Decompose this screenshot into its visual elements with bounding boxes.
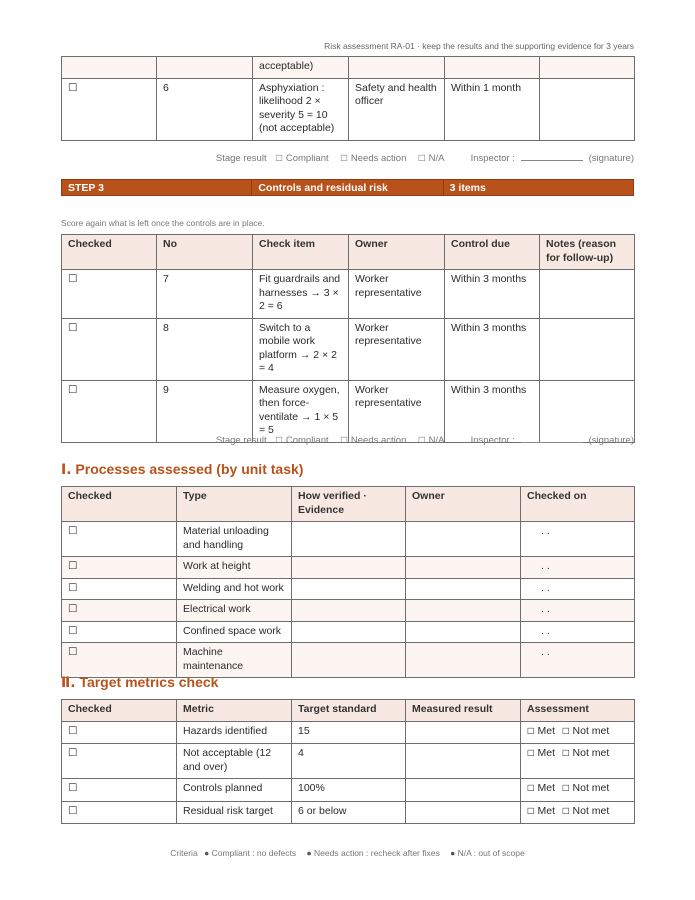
process-type: Welding and hot work <box>177 578 292 600</box>
checkbox[interactable]: ☐ <box>62 380 157 442</box>
inspector-signature-field[interactable] <box>521 433 583 443</box>
criteria-item: Needs action : recheck after fixes <box>314 848 440 858</box>
table-row <box>62 721 635 744</box>
met-label: Met <box>537 782 556 794</box>
column-header: Notes (reason for follow-up) <box>540 235 635 270</box>
notes-cell[interactable] <box>540 318 635 380</box>
bullet-icon: ● <box>306 848 312 858</box>
checked-on-date[interactable]: . . <box>521 621 635 643</box>
compliant-checkbox[interactable]: ☐ <box>275 436 283 446</box>
check-item: Switch to a mobile work platform → 2 × 2 = 4 <box>253 318 349 380</box>
column-header: Owner <box>406 487 521 522</box>
not-met-checkbox[interactable]: ☐ <box>561 806 570 817</box>
met-label: Met <box>537 747 556 759</box>
section-2-title <box>61 674 218 691</box>
step-3-note: Score again what is left once the controls are in place. <box>61 218 265 228</box>
table-row <box>62 600 635 622</box>
step-title: Controls and residual risk <box>252 180 443 195</box>
inspector-label: Inspector : <box>470 435 515 446</box>
checkbox[interactable]: ☐ <box>62 578 177 600</box>
owner-cell[interactable] <box>406 557 521 579</box>
target-standard: 100% <box>292 779 406 802</box>
row-number: 9 <box>157 380 253 442</box>
column-header: Metric <box>177 700 292 722</box>
needs-action-checkbox[interactable]: ☐ <box>340 154 348 164</box>
not-met-checkbox[interactable]: ☐ <box>561 726 570 737</box>
process-type: Material unloading and handling <box>177 522 292 557</box>
assessment <box>521 801 635 824</box>
evidence-cell[interactable] <box>292 578 406 600</box>
processes-table <box>61 486 635 678</box>
row-number: 7 <box>157 270 253 319</box>
evidence-cell[interactable] <box>292 621 406 643</box>
check-item: Fit guardrails and harnesses → 3 × 2 = 6 <box>253 270 349 319</box>
table-header-row <box>62 700 635 722</box>
checkbox[interactable]: ☐ <box>62 643 177 678</box>
table-row <box>62 643 635 678</box>
running-header: Risk assessment RA-01 · keep the results and the supporting evidence for 3 years <box>324 41 634 51</box>
table-row <box>62 522 635 557</box>
table-row <box>62 744 635 779</box>
target-standard: 4 <box>292 744 406 779</box>
checkbox[interactable]: ☐ <box>62 522 177 557</box>
table-row <box>62 78 635 140</box>
step-3-bar <box>61 179 634 196</box>
na-checkbox[interactable]: ☐ <box>418 436 426 446</box>
owner: Worker representative <box>349 318 445 380</box>
not-met-label: Not met <box>572 804 610 817</box>
carryover-table-block <box>61 56 635 141</box>
not-met-checkbox[interactable]: ☐ <box>561 784 570 794</box>
owner-cell[interactable] <box>406 600 521 622</box>
metric: Not acceptable (12 and over) <box>177 744 292 779</box>
owner: Worker representative <box>349 270 445 319</box>
table-row <box>62 578 635 600</box>
row-number: 6 <box>157 78 253 140</box>
assessment <box>521 779 635 802</box>
owner: Safety and health officer <box>349 78 445 140</box>
column-header: How verified · Evidence <box>292 487 406 522</box>
signature-label: (signature) <box>588 153 634 164</box>
process-type: Confined space work <box>177 621 292 643</box>
step-3-table <box>61 234 635 443</box>
met-checkbox[interactable]: ☐ <box>527 749 535 759</box>
inspector-label: Inspector : <box>470 153 515 164</box>
section-2-heading: Target metrics check <box>79 674 219 690</box>
met-label: Met <box>537 804 556 817</box>
not-met-label: Not met <box>572 782 610 794</box>
checkbox[interactable]: ☐ <box>62 600 177 622</box>
table-header-row <box>62 487 635 522</box>
target-standard: 6 or below <box>292 801 406 824</box>
table-row <box>62 779 635 802</box>
evidence-cell[interactable] <box>292 643 406 678</box>
checked-on-date[interactable]: . . <box>521 557 635 579</box>
owner-cell[interactable] <box>406 643 521 678</box>
table-header-row <box>62 235 635 270</box>
stage-result-label: Stage result <box>215 435 267 446</box>
column-header: Measured result <box>406 700 521 722</box>
evidence-cell[interactable] <box>292 557 406 579</box>
measured-result[interactable] <box>406 801 521 824</box>
notes-cell[interactable] <box>540 78 635 140</box>
checked-on-date[interactable]: . . <box>521 600 635 622</box>
na-label: N/A <box>428 153 444 164</box>
measured-result[interactable] <box>406 721 521 744</box>
criteria-item: N/A : out of scope <box>457 848 525 858</box>
table-row <box>62 318 635 380</box>
stage-result-line <box>210 151 634 164</box>
column-header: Checked <box>62 700 177 722</box>
inspector-signature-field[interactable] <box>521 151 583 161</box>
checkbox[interactable]: ☐ <box>62 721 177 744</box>
column-header: Control due <box>445 235 540 270</box>
metric: Hazards identified <box>177 721 292 744</box>
assessment <box>521 744 635 779</box>
stage-result-label: Stage result <box>215 153 267 164</box>
owner-cell[interactable] <box>406 522 521 557</box>
not-met-label: Not met <box>572 724 610 737</box>
checkbox[interactable]: ☐ <box>62 78 157 140</box>
carryover-text: acceptable) <box>253 57 349 79</box>
checkbox[interactable]: ☐ <box>62 801 177 824</box>
evidence-cell[interactable] <box>292 522 406 557</box>
checkbox[interactable]: ☐ <box>62 744 177 779</box>
metric: Controls planned <box>177 779 292 802</box>
not-met-label: Not met <box>572 747 610 759</box>
process-type: Work at height <box>177 557 292 579</box>
step-3-table-block <box>61 234 635 443</box>
column-header: Type <box>177 487 292 522</box>
checkbox[interactable]: ☐ <box>62 318 157 380</box>
compliant-label: Compliant <box>285 153 329 164</box>
needs-action-label: Needs action <box>350 153 407 164</box>
section-1-title <box>61 461 303 478</box>
column-header: Owner <box>349 235 445 270</box>
table-row <box>62 621 635 643</box>
check-item: Asphyxiation : likelihood 2 × severity 5 = 10 (not acceptable) <box>253 78 349 140</box>
section-2-numeral: Ⅱ. <box>61 675 76 691</box>
control-due: Within 3 months <box>445 270 540 319</box>
column-header: Target standard <box>292 700 406 722</box>
stage-result-line <box>210 433 634 446</box>
control-due: Within 3 months <box>445 318 540 380</box>
met-checkbox[interactable]: ☐ <box>527 806 535 817</box>
checkbox[interactable]: ☐ <box>62 557 177 579</box>
column-header: No <box>157 235 253 270</box>
metrics-table <box>61 699 635 824</box>
column-header: Assessment <box>521 700 635 722</box>
column-header: Checked <box>62 487 177 522</box>
control-due: Within 1 month <box>445 78 540 140</box>
criteria-label: Criteria <box>170 848 198 858</box>
column-header: Check item <box>253 235 349 270</box>
measured-result[interactable] <box>406 744 521 779</box>
checked-on-date[interactable]: . . <box>521 578 635 600</box>
met-checkbox[interactable]: ☐ <box>527 784 535 794</box>
checked-on-date[interactable]: . . <box>521 643 635 678</box>
met-label: Met <box>537 724 556 737</box>
signature-label: (signature) <box>588 435 634 446</box>
table-row <box>62 270 635 319</box>
owner: Worker representative <box>349 380 445 442</box>
needs-action-checkbox[interactable]: ☐ <box>340 436 348 446</box>
needs-action-label: Needs action <box>350 435 407 446</box>
section-1-table-block <box>61 486 635 678</box>
target-standard: 15 <box>292 721 406 744</box>
checkbox[interactable]: ☐ <box>62 270 157 319</box>
step-count: 3 items <box>449 182 486 194</box>
na-label: N/A <box>428 435 444 446</box>
compliant-label: Compliant <box>285 435 329 446</box>
owner-cell[interactable] <box>406 578 521 600</box>
checkbox[interactable]: ☐ <box>62 621 177 643</box>
control-due: Within 3 months <box>445 380 540 442</box>
section-1-numeral: Ⅰ. <box>61 462 72 478</box>
table-row <box>62 57 635 79</box>
table-row <box>62 557 635 579</box>
measured-result[interactable] <box>406 779 521 802</box>
bullet-icon: ● <box>204 848 210 858</box>
column-header: Checked on <box>521 487 635 522</box>
notes-cell[interactable] <box>540 270 635 319</box>
criteria-footer <box>61 848 634 858</box>
process-type: Electrical work <box>177 600 292 622</box>
na-checkbox[interactable]: ☐ <box>418 154 426 164</box>
row-number: 8 <box>157 318 253 380</box>
step-label: STEP 3 <box>62 180 252 195</box>
checkbox[interactable]: ☐ <box>62 779 177 802</box>
met-checkbox[interactable]: ☐ <box>527 726 535 737</box>
bullet-icon: ● <box>450 848 456 858</box>
not-met-checkbox[interactable]: ☐ <box>561 749 570 759</box>
check-item: Measure oxygen, then force-ventilate → 1 × 5 = 5 <box>253 380 349 442</box>
assessment <box>521 721 635 744</box>
metric: Residual risk target <box>177 801 292 824</box>
process-type: Machine maintenance <box>177 643 292 678</box>
evidence-cell[interactable] <box>292 600 406 622</box>
section-1-heading: Processes assessed (by unit task) <box>75 461 304 477</box>
section-2-table-block <box>61 699 635 824</box>
carryover-table <box>61 56 635 141</box>
compliant-checkbox[interactable]: ☐ <box>275 154 283 164</box>
owner-cell[interactable] <box>406 621 521 643</box>
criteria-item: Compliant : no defects <box>211 848 297 858</box>
column-header: Checked <box>62 235 157 270</box>
checked-on-date[interactable]: . . <box>521 522 635 557</box>
table-row <box>62 801 635 824</box>
